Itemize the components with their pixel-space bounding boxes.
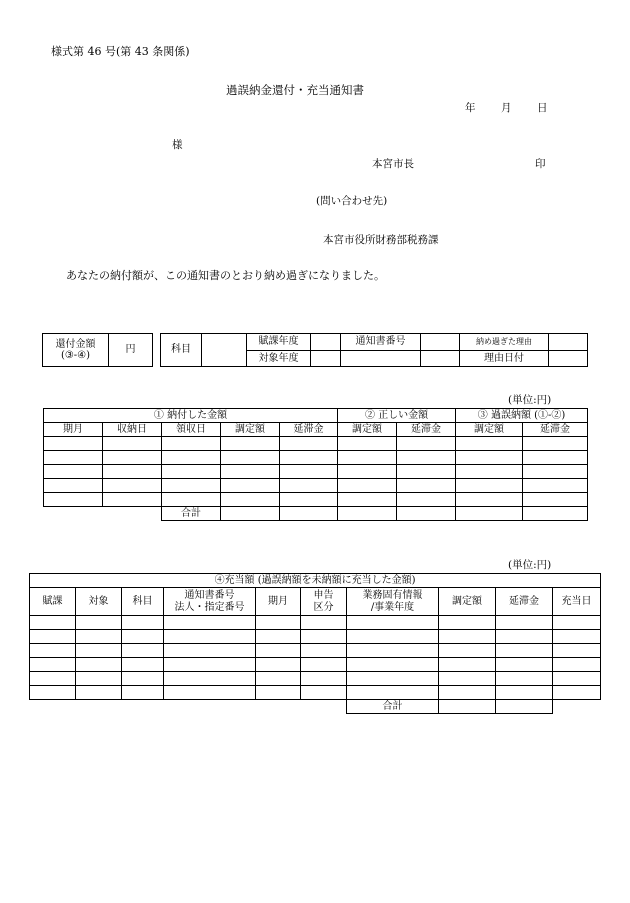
target-year-value bbox=[311, 350, 341, 367]
col-assessed-paid: 調定額 bbox=[221, 423, 280, 437]
date-month-label: 月 bbox=[501, 102, 512, 114]
col-report-type bbox=[301, 588, 347, 616]
overpay-reason-label: 納め過ぎた理由 bbox=[460, 334, 549, 351]
col-report-type-line2: 区分 bbox=[313, 601, 334, 613]
col-fuka: 賦課 bbox=[30, 588, 76, 616]
table1-total-row bbox=[44, 507, 588, 521]
col-assessed-correct: 調定額 bbox=[338, 423, 397, 437]
notice-info-box bbox=[160, 333, 588, 367]
overpay-reason-value bbox=[549, 334, 588, 351]
date-year-label: 年 bbox=[465, 102, 476, 114]
table-row bbox=[44, 465, 588, 479]
col-assessed-overpaid: 調定額 bbox=[456, 423, 523, 437]
notice-no-value bbox=[421, 334, 460, 351]
table1-group-row bbox=[44, 409, 588, 423]
col-period: 期月 bbox=[256, 588, 301, 616]
col-notice-number-line1: 通知書番号 bbox=[184, 590, 235, 601]
col-report-type-line1: 申告 bbox=[313, 590, 334, 601]
col-business-info bbox=[347, 588, 439, 616]
inquiry-department: 本宮市役所財務部税務課 bbox=[323, 234, 439, 246]
group-correct-amount: ② 正しい金額 bbox=[338, 409, 456, 423]
item-label: 科目 bbox=[161, 334, 202, 367]
refund-amount-label-cell bbox=[43, 334, 109, 367]
col-notice-number-line2: 法人・指定番号 bbox=[174, 601, 245, 613]
tax-year-value bbox=[311, 334, 341, 351]
table-row bbox=[44, 437, 588, 451]
issuer: 本宮市長 bbox=[372, 158, 414, 170]
inquiry-label: (問い合わせ先) bbox=[316, 195, 388, 207]
table1-unit: (単位:円) bbox=[508, 394, 552, 406]
table2-total-label: 合計 bbox=[347, 700, 439, 714]
notice-text: あなたの納付額が、この通知書のとおり納め過ぎになりました。 bbox=[66, 269, 385, 282]
yen-label: 円 bbox=[109, 334, 153, 367]
table1-total-label: 合計 bbox=[162, 507, 221, 521]
item-value bbox=[202, 334, 247, 367]
table-row bbox=[30, 658, 601, 672]
col-notice-number bbox=[164, 588, 256, 616]
table2-title-row bbox=[30, 574, 601, 588]
col-receipt-date: 収納日 bbox=[103, 423, 162, 437]
col-business-info-line2: /事業年度 bbox=[370, 601, 415, 613]
col-period: 期月 bbox=[44, 423, 103, 437]
notice-no-label: 通知書番号 bbox=[341, 334, 421, 351]
table-row bbox=[44, 493, 588, 507]
reason-date-label: 理由日付 bbox=[460, 350, 549, 367]
addressee-suffix: 様 bbox=[172, 139, 183, 151]
col-late-fee-paid: 延滞金 bbox=[280, 423, 338, 437]
col-late-fee-correct: 延滞金 bbox=[397, 423, 456, 437]
col-late-fee-overpaid: 延滞金 bbox=[523, 423, 588, 437]
reason-date-value bbox=[549, 350, 588, 367]
document-title: 過誤納金還付・充当通知書 bbox=[226, 83, 364, 97]
form-number: 様式第 46 号(第 43 条関係) bbox=[51, 45, 190, 58]
table-row bbox=[44, 451, 588, 465]
table-row bbox=[44, 479, 588, 493]
notice-no-value-lower bbox=[341, 350, 421, 367]
col-business-info-line1: 業務固有情報 bbox=[362, 590, 423, 601]
col-late-fee: 延滞金 bbox=[496, 588, 553, 616]
col-received-date: 領収日 bbox=[162, 423, 221, 437]
col-target: 対象 bbox=[76, 588, 122, 616]
table2-header-row bbox=[30, 588, 601, 616]
refund-amount-label: 還付金額 bbox=[55, 338, 96, 350]
target-year-label: 対象年度 bbox=[247, 350, 311, 367]
table-row bbox=[30, 630, 601, 644]
table-row bbox=[30, 644, 601, 658]
table-row bbox=[30, 616, 601, 630]
payment-table bbox=[43, 408, 588, 521]
table2-unit: (単位:円) bbox=[508, 559, 552, 571]
date-day-label: 日 bbox=[537, 102, 548, 114]
appropriation-table bbox=[29, 573, 601, 714]
col-apply-date: 充当日 bbox=[553, 588, 601, 616]
table2-title: ④充当額 (過誤納額を未納額に充当した金額) bbox=[30, 574, 601, 588]
group-paid-amount: ① 納付した金額 bbox=[44, 409, 338, 423]
table-row bbox=[30, 672, 601, 686]
col-assessed: 調定額 bbox=[439, 588, 496, 616]
refund-amount-box bbox=[42, 333, 153, 367]
group-overpaid-amount: ③ 過誤納額 (①-②) bbox=[456, 409, 588, 423]
tax-year-label: 賦課年度 bbox=[247, 334, 311, 351]
notice-no-extra bbox=[421, 350, 460, 367]
table2-total-row bbox=[30, 700, 601, 714]
refund-amount-formula: (③-④) bbox=[60, 350, 91, 361]
table1-header-row bbox=[44, 423, 588, 437]
col-item: 科目 bbox=[122, 588, 164, 616]
table-row bbox=[30, 686, 601, 700]
seal-mark: 印 bbox=[535, 158, 546, 170]
